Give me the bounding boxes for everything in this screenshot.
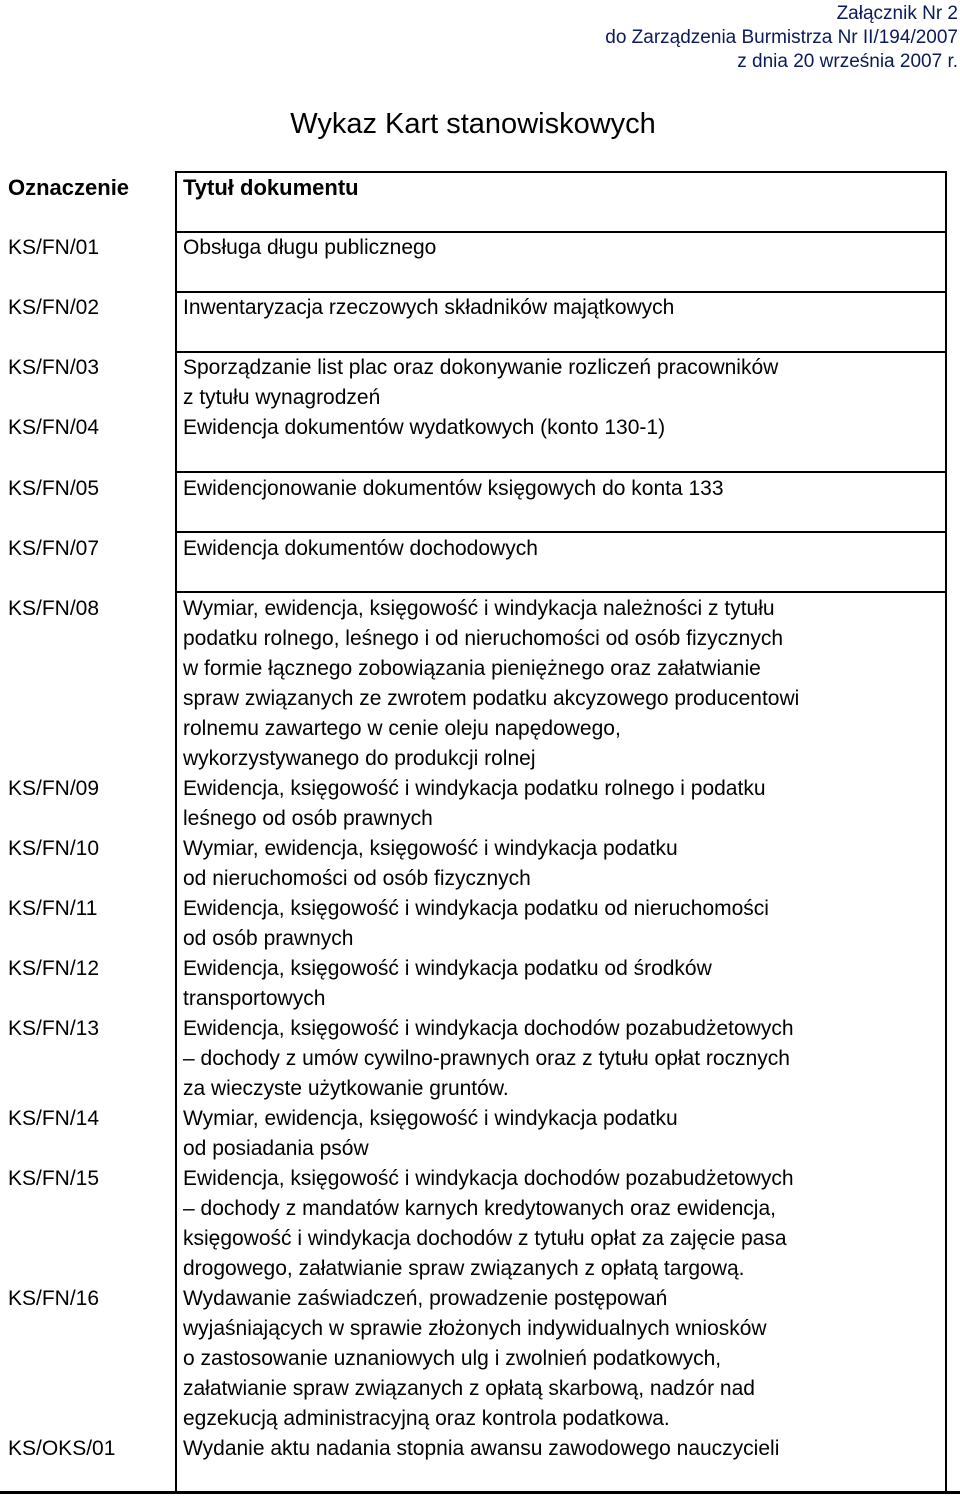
table-bottom-rule <box>0 1491 960 1494</box>
row-title: Ewidencja dokumentów dochodowych <box>183 537 538 560</box>
row-code: KS/FN/03 <box>8 356 100 379</box>
column-header-title: Tytuł dokumentu <box>183 175 359 200</box>
row-code: KS/FN/14 <box>8 1107 100 1130</box>
row-code: KS/FN/08 <box>8 597 100 620</box>
row-title: Inwentaryzacja rzeczowych składników majątkowych <box>183 296 675 319</box>
annex-date: z dnia 20 września 2007 r. <box>737 51 958 72</box>
row-code: KS/FN/13 <box>8 1017 100 1040</box>
row-title: Sporządzanie list plac oraz dokonywanie rozliczeń pracowników z tytułu wynagrodzeń <box>183 356 779 409</box>
row-code: KS/FN/02 <box>8 296 100 319</box>
row-title: Ewidencja, księgowość i windykacja podatku od nieruchomości od osób prawnych <box>183 897 769 950</box>
row-divider <box>175 591 947 593</box>
document-title: Wykaz Kart stanowiskowych <box>290 108 656 140</box>
column-header-code: Oznaczenie <box>8 175 130 200</box>
annex-reference <box>605 2 958 74</box>
annex-ordinance: do Zarządzenia Burmistrza Nr II/194/2007 <box>605 27 958 48</box>
row-title: Ewidencja dokumentów wydatkowych (konto 130-1) <box>183 416 666 439</box>
row-title: Ewidencja, księgowość i windykacja dochodów pozabudżetowych – dochody z mandatów karnych kredytowanych oraz ewidencja, księgowość i windykacja dochodów z tytułu opłat za zajęcie pasa drogowego, załatwianie spraw związanych z opłatą targową. <box>183 1167 794 1280</box>
row-code: KS/FN/11 <box>8 897 98 920</box>
row-title: Ewidencja, księgowość i windykacja dochodów pozabudżetowych – dochody z umów cywilno-prawnych oraz z tytułu opłat rocznych za wieczyste użytkowanie gruntów. <box>183 1017 794 1100</box>
row-code: KS/FN/05 <box>8 477 100 500</box>
row-code: KS/FN/09 <box>8 777 100 800</box>
row-title: Wymiar, ewidencja, księgowość i windykacja podatku od nieruchomości od osób fizycznych <box>183 837 678 890</box>
annex-number: Załącznik Nr 2 <box>836 3 958 24</box>
row-code: KS/FN/16 <box>8 1287 100 1310</box>
row-title: Ewidencjonowanie dokumentów księgowych do konta 133 <box>183 477 724 500</box>
row-title: Ewidencja, księgowość i windykacja podatku rolnego i podatku leśnego od osób prawnych <box>183 777 766 830</box>
row-divider <box>175 471 947 473</box>
row-code: KS/FN/15 <box>8 1167 100 1190</box>
row-code: KS/FN/12 <box>8 957 100 980</box>
row-title: Ewidencja, księgowość i windykacja podatku od środków transportowych <box>183 957 712 1010</box>
row-title: Obsługa długu publicznego <box>183 236 437 259</box>
row-title: Wymiar, ewidencja, księgowość i windykacja podatku od posiadania psów <box>183 1107 678 1160</box>
row-code: KS/FN/10 <box>8 837 100 860</box>
row-code: KS/FN/01 <box>8 236 100 259</box>
row-code: KS/FN/04 <box>8 416 100 439</box>
row-title: Wydawanie zaświadczeń, prowadzenie postępowań wyjaśniających w sprawie złożonych indywidualnych wniosków o zastosowanie uznaniowych ulg i zwolnień podatkowych, załatwianie spraw związanych z opłatą skarbową, nadzór nad egzekucją administracyjną oraz kontrola podatkowa. <box>183 1287 767 1430</box>
row-title: Wydanie aktu nadania stopnia awansu zawodowego nauczycieli <box>183 1437 780 1460</box>
row-title: Wymiar, ewidencja, księgowość i windykacja należności z tytułu podatku rolnego, leśnego i od nieruchomości od osób fizycznych w formie łącznego zobowiązania pieniężnego oraz załatwianie spraw związanych ze zwrotem podatku akcyzowego producentowi rolnemu zawartego w cenie oleju napędowego, wykorzystywanego do produkcji rolnej <box>183 597 800 770</box>
row-code: KS/FN/07 <box>8 537 100 560</box>
row-divider <box>175 531 947 533</box>
row-code: KS/OKS/01 <box>8 1437 116 1460</box>
